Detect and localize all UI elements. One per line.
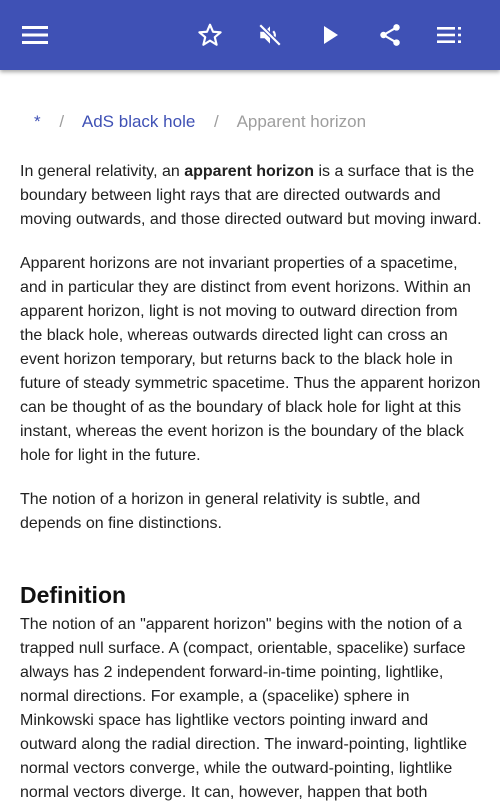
breadcrumb-separator: / [214,112,219,131]
breadcrumb-separator: / [59,112,65,131]
mute-button[interactable] [248,13,292,57]
app-toolbar [0,0,500,70]
breadcrumb-parent-link[interactable]: AdS black hole [81,112,196,131]
article-paragraph [20,160,482,232]
article-paragraph: Apparent horizons are not invariant properties of a spacetime, and in particular they are distinct from event horizons. Within an apparent horizon, light is not moving to outward direction from the black hole, whereas outwards directed light can cross an event horizon temporary, but returns back to the black hole in future of steady symmetric spacetime. Thus the apparent horizon can be thought of as the boundary of black hole for light at this instant, whereas the event horizon is the boundary of the black hole for light in the future. [20,255,481,464]
menu-icon [22,25,48,45]
section-heading: Definition [20,582,127,608]
article-body [20,160,482,556]
paragraph-text: is a surface that is the boundary between light rays that are directed outwards and moving outwards, and those directed outward but moving inward. [20,163,482,228]
play-button[interactable] [308,13,352,57]
share-icon [377,22,403,48]
volume-off-icon [257,22,283,48]
article-section-body [20,613,482,805]
star-outline-icon [197,22,223,48]
list-icon [437,25,463,45]
play-icon [319,24,341,46]
paragraph-text: In general relativity, an [20,163,185,180]
breadcrumb [34,112,366,132]
article-paragraph: The notion of a horizon in general relativity is subtle, and depends on fine distinctions. [20,491,421,532]
breadcrumb-current: Apparent horizon [236,112,367,131]
menu-button[interactable] [13,13,57,57]
contents-button[interactable] [428,13,472,57]
article-paragraph: The notion of an "apparent horizon" begins with the notion of a trapped null surface. A (compact, orientable, spacelike) surface always has 2 independent forward-in-time pointing, lightlike, normal directions. For example, a (spacelike) sphere in Minkowski space has lightlike vectors pointing inward and outward along the radial direction. The inward-pointing, lightlike normal vectors converge, while the outward-pointing, lightlike normal vectors diverge. It can, however, happen that both [20,616,468,801]
term-bold: apparent horizon [184,163,315,180]
favorite-button[interactable] [188,13,232,57]
share-button[interactable] [368,13,412,57]
breadcrumb-home-link[interactable]: * [34,112,41,131]
